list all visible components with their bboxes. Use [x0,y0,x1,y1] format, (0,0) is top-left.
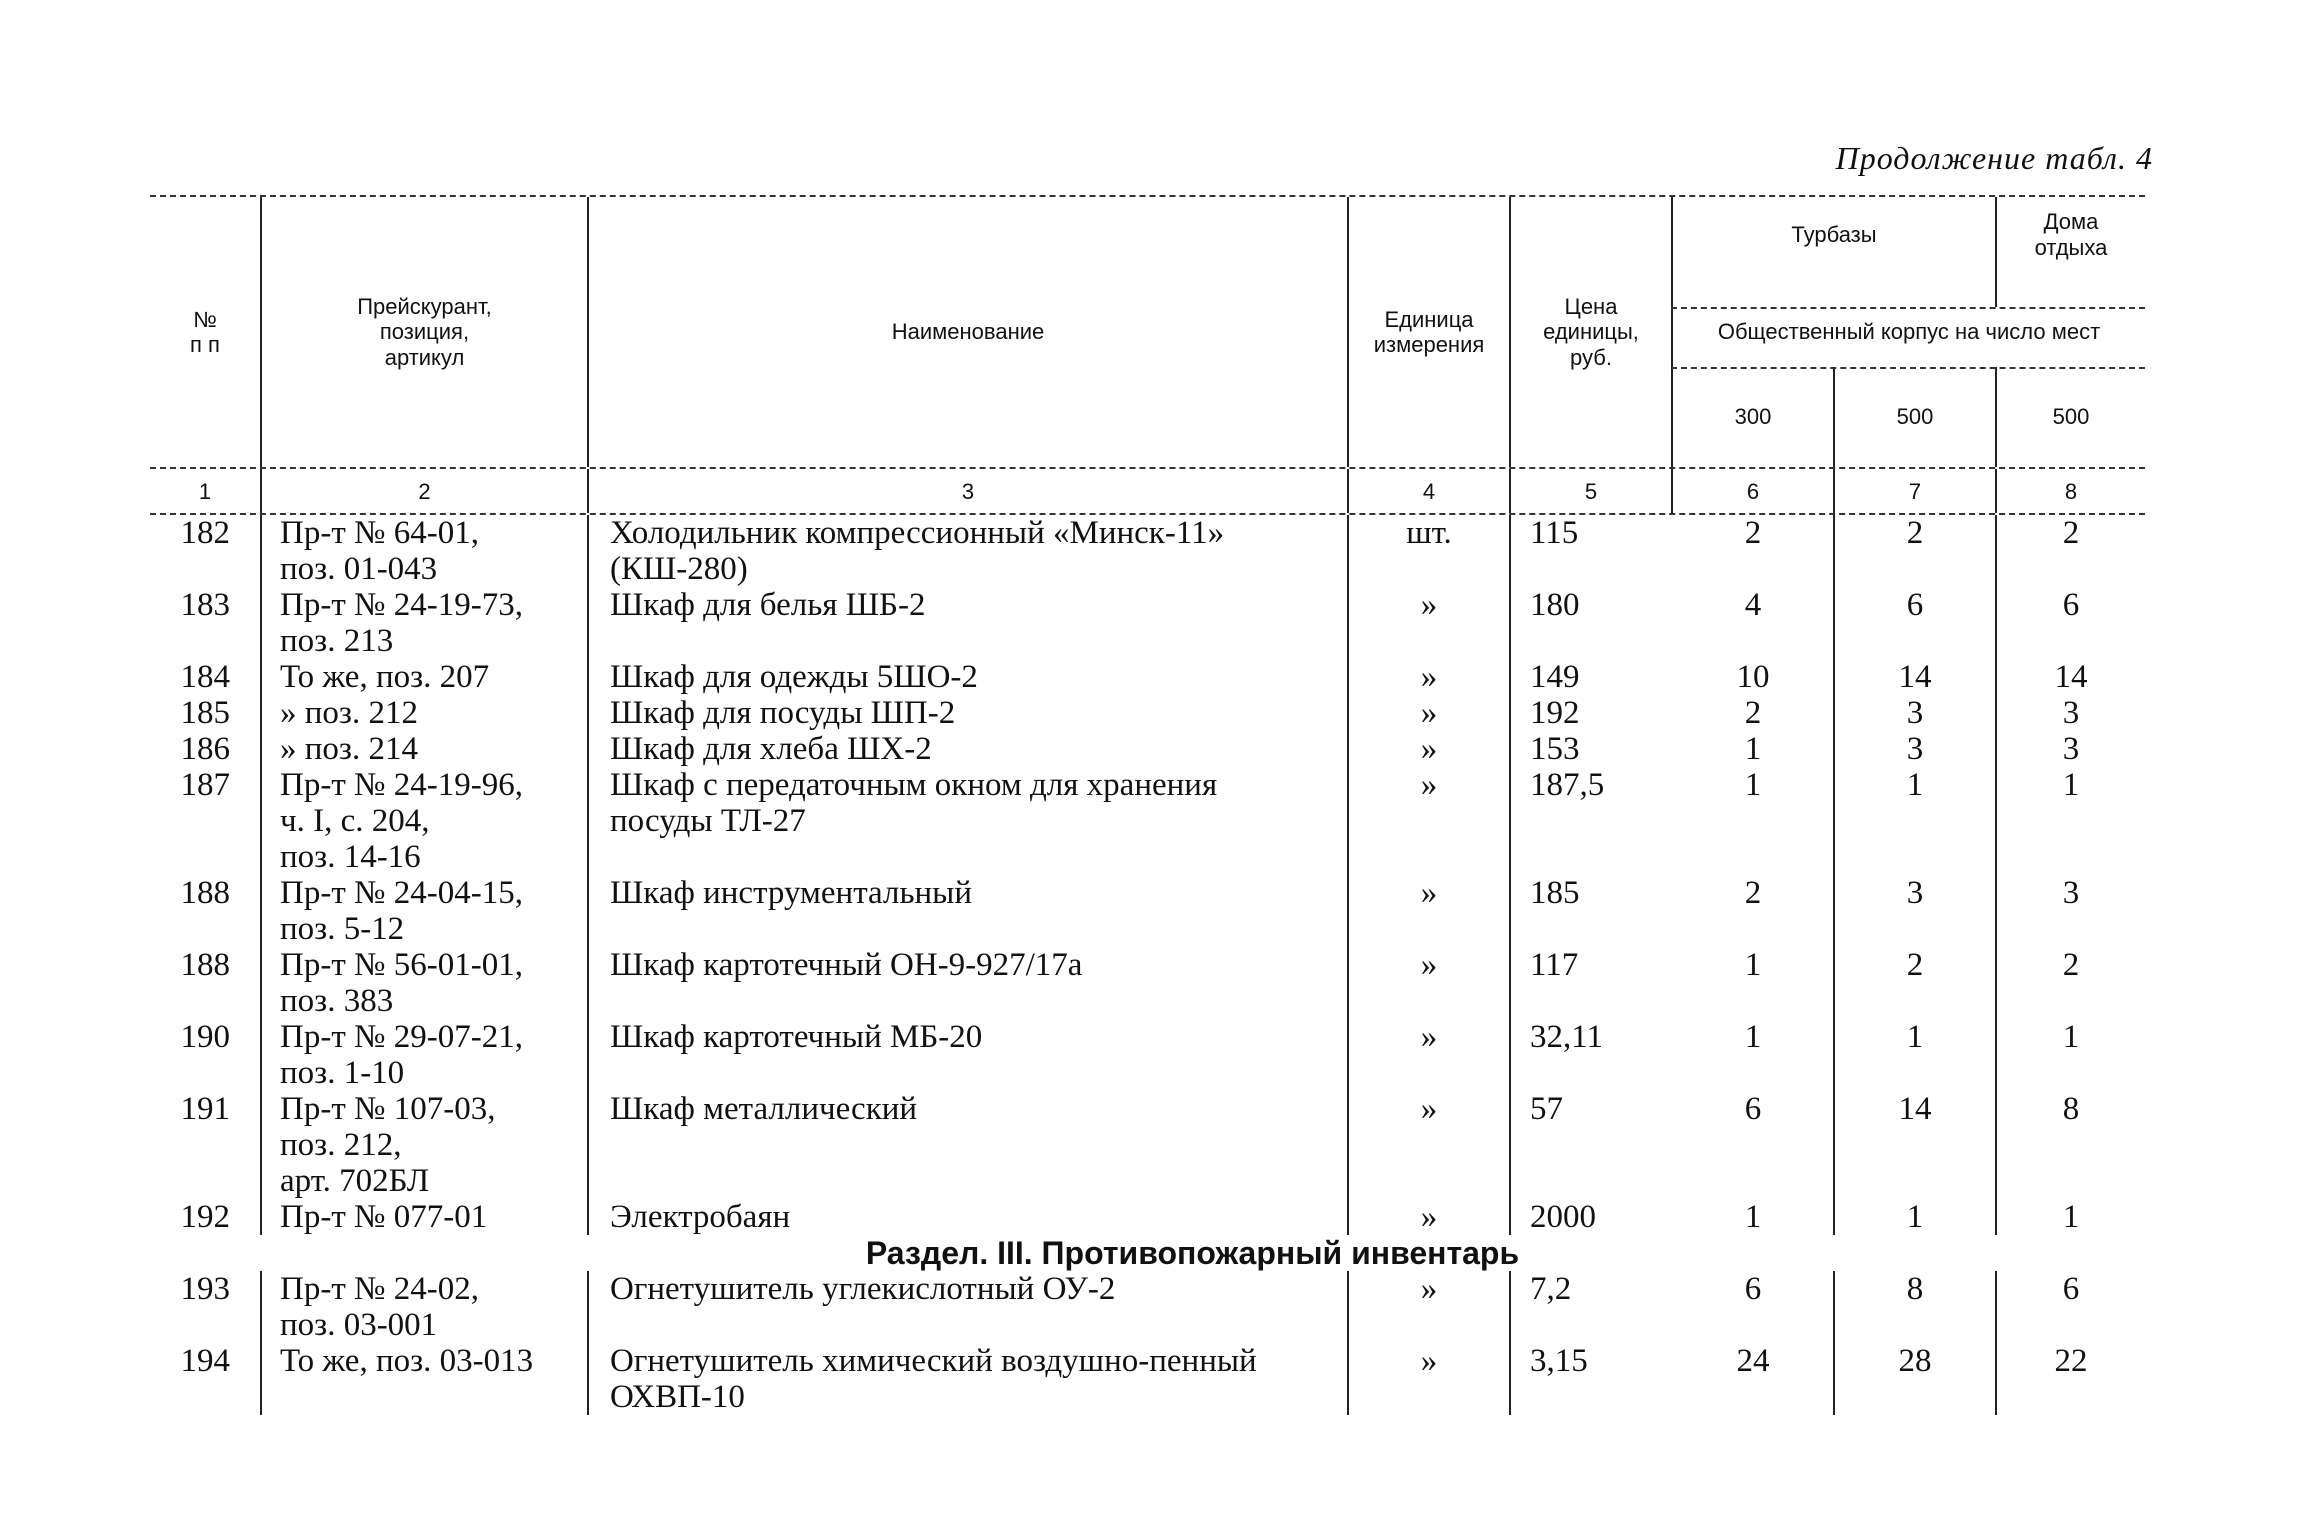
numrow-divider [1671,469,1673,513]
column-divider [260,1271,262,1343]
row-item-name: Шкаф инструментальный [610,875,972,911]
column-divider [260,1199,262,1235]
table-row [150,1199,2145,1235]
header-divider [1833,367,1835,467]
column-divider [1509,1199,1511,1235]
row-number: 188 [180,947,230,983]
column-divider [1347,947,1349,1019]
table-row [150,947,2145,1019]
column-divider [1347,515,1349,587]
row-item-name: Шкаф картотечный ОН-9-927/17а [610,947,1083,983]
row-qty-dom-otdykha-500: 6 [2062,1271,2080,1307]
column-divider [1347,767,1349,875]
column-divider [1833,587,1835,659]
row-qty-turbaza-300: 6 [1744,1271,1762,1307]
row-qty-turbaza-500: 14 [1898,659,1932,695]
table-row [150,767,2145,875]
column-divider [260,767,262,875]
column-divider [260,1091,262,1199]
header-unit: Единица измерения [1373,306,1485,357]
row-item-name: Шкаф для посуды ШП-2 [610,695,956,731]
row-qty-turbaza-500: 1 [1906,1199,1924,1235]
column-number: 6 [1746,479,1760,504]
row-number: 190 [180,1019,230,1055]
column-divider [587,947,589,1019]
column-number-row [150,469,2145,515]
column-divider [1347,1019,1349,1091]
row-price: 192 [1530,695,1580,731]
column-divider [587,515,589,587]
row-item-name: Шкаф с передаточным окном для хранения посуды ТЛ-27 [610,767,1218,839]
numrow-divider [1347,469,1349,513]
row-item-name: Огнетушитель химический воздушно-пенный ОХВП-10 [610,1343,1257,1415]
column-divider [1509,659,1511,695]
row-qty-dom-otdykha-500: 22 [2054,1343,2088,1379]
column-divider [260,587,262,659]
row-pricelist-ref: Пр-т № 24-19-73, поз. 213 [280,587,523,659]
row-qty-dom-otdykha-500: 2 [2062,947,2080,983]
column-divider [1995,1271,1997,1343]
column-divider [1995,659,1997,695]
row-item-name: Огнетушитель углекислотный ОУ-2 [610,1271,1116,1307]
row-unit: » [1420,767,1438,803]
column-divider [587,767,589,875]
column-divider [587,695,589,731]
row-price: 57 [1530,1091,1563,1127]
row-qty-turbaza-300: 2 [1744,515,1762,551]
section-heading: Раздел. III. Противопожарный инвентарь [865,1235,1520,1271]
header-capacity-300: 300 [1734,404,1772,430]
column-divider [1995,1343,1997,1415]
row-qty-turbaza-300: 1 [1744,731,1762,767]
row-pricelist-ref: Пр-т № 24-19-96, ч. I, с. 204, поз. 14-16 [280,767,523,875]
column-divider [1509,767,1511,875]
row-pricelist-ref: Пр-т № 64-01, поз. 01-043 [280,515,479,587]
column-divider [1833,1271,1835,1343]
row-price: 115 [1530,515,1579,551]
row-unit: » [1420,1019,1438,1055]
column-divider [587,875,589,947]
row-number: 192 [180,1199,230,1235]
header-divider [587,197,589,467]
table-row [150,587,2145,659]
row-qty-turbaza-500: 1 [1906,1019,1924,1055]
column-divider [587,1091,589,1199]
row-pricelist-ref: Пр-т № 24-04-15, поз. 5-12 [280,875,523,947]
row-qty-turbaza-300: 24 [1736,1343,1770,1379]
column-divider [1509,695,1511,731]
table-row [150,1019,2145,1091]
column-divider [587,1199,589,1235]
row-qty-dom-otdykha-500: 1 [2062,1199,2080,1235]
table-body [150,515,2145,1235]
header-turbazy: Турбазы [1791,221,1877,247]
header-divider [1671,197,1673,467]
column-divider [1833,515,1835,587]
row-qty-turbaza-500: 2 [1906,947,1924,983]
table-row [150,875,2145,947]
column-divider [1833,731,1835,767]
row-unit: » [1420,1199,1438,1235]
column-divider [587,1343,589,1415]
row-pricelist-ref: То же, поз. 03-013 [280,1343,534,1379]
row-qty-turbaza-300: 2 [1744,695,1762,731]
column-divider [587,1019,589,1091]
row-item-name: Шкаф для белья ШБ-2 [610,587,926,623]
column-divider [1347,731,1349,767]
row-unit: » [1420,659,1438,695]
column-divider [1833,1091,1835,1199]
column-divider [260,515,262,587]
column-divider [1509,947,1511,1019]
header-number: № п п [190,306,220,357]
row-price: 117 [1530,947,1579,983]
row-unit: » [1420,1343,1438,1379]
row-pricelist-ref: » поз. 212 [280,695,418,731]
column-divider [260,1019,262,1091]
row-unit: » [1420,1271,1438,1307]
row-item-name: Шкаф металлический [610,1091,918,1127]
column-divider [1509,1091,1511,1199]
table-row [150,1271,2145,1343]
numrow-divider [1833,469,1835,513]
column-divider [1347,1091,1349,1199]
column-divider [1995,515,1997,587]
row-price: 7,2 [1530,1271,1572,1307]
row-price: 180 [1530,587,1580,623]
column-number: 1 [198,479,212,504]
row-item-name: Шкаф для одежды 5ШО-2 [610,659,978,695]
row-price: 185 [1530,875,1580,911]
header-divider [260,197,262,467]
column-number: 4 [1422,479,1436,504]
row-qty-dom-otdykha-500: 3 [2062,731,2080,767]
row-unit: шт. [1406,515,1452,551]
row-pricelist-ref: Пр-т № 107-03, поз. 212, арт. 702БЛ [280,1091,496,1199]
column-divider [1509,1343,1511,1415]
header-capacity-500-b: 500 [2052,404,2090,430]
price-table [150,195,2145,1415]
row-unit: » [1420,1091,1438,1127]
column-divider [1995,731,1997,767]
table-row [150,731,2145,767]
row-unit: » [1420,947,1438,983]
column-divider [1833,875,1835,947]
header-obshch-korpus: Общественный корпус на число мест [1717,319,2101,345]
row-qty-turbaza-300: 1 [1744,1199,1762,1235]
header-divider [1995,367,1997,467]
column-divider [1995,947,1997,1019]
row-qty-dom-otdykha-500: 3 [2062,695,2080,731]
row-item-name: Шкаф для хлеба ШХ-2 [610,731,932,767]
column-divider [587,1271,589,1343]
row-number: 193 [180,1271,230,1307]
row-number: 186 [180,731,230,767]
column-number: 7 [1908,479,1922,504]
column-divider [1347,695,1349,731]
row-qty-turbaza-500: 6 [1906,587,1924,623]
column-divider [1995,695,1997,731]
column-divider [1833,659,1835,695]
row-qty-turbaza-300: 1 [1744,947,1762,983]
table-body-section-3 [150,1271,2145,1415]
row-qty-dom-otdykha-500: 2 [2062,515,2080,551]
column-divider [1833,1199,1835,1235]
column-number: 5 [1584,479,1598,504]
table-header [150,195,2145,469]
row-price: 149 [1530,659,1580,695]
header-rule [1671,367,2145,369]
column-divider [260,1343,262,1415]
row-qty-turbaza-300: 4 [1744,587,1762,623]
row-qty-turbaza-500: 2 [1906,515,1924,551]
row-number: 187 [180,767,230,803]
row-qty-turbaza-300: 1 [1744,767,1762,803]
row-pricelist-ref: То же, поз. 207 [280,659,490,695]
row-qty-turbaza-500: 1 [1906,767,1924,803]
row-qty-dom-otdykha-500: 8 [2062,1091,2080,1127]
header-rule [1671,307,2145,309]
column-divider [1995,1019,1997,1091]
column-divider [1347,1199,1349,1235]
numrow-divider [260,469,262,513]
column-divider [1833,1019,1835,1091]
header-doma-otdykha: Дома отдыха [2034,209,2108,260]
row-qty-turbaza-500: 8 [1906,1271,1924,1307]
column-divider [260,659,262,695]
column-divider [1995,875,1997,947]
header-divider [1347,197,1349,467]
row-price: 153 [1530,731,1580,767]
column-divider [1995,587,1997,659]
header-divider [1995,197,1997,307]
row-item-name: Холодильник компрессионный «Минск-11» (КШ-280) [610,515,1225,587]
row-item-name: Электробаян [610,1199,791,1235]
row-qty-dom-otdykha-500: 1 [2062,767,2080,803]
table-caption: Продолжение табл. 4 [1835,140,2153,176]
table-row [150,1091,2145,1199]
column-divider [1347,875,1349,947]
table-row [150,1343,2145,1415]
row-qty-turbaza-300: 10 [1736,659,1770,695]
row-price: 187,5 [1530,767,1605,803]
row-price: 32,11 [1530,1019,1604,1055]
column-divider [1995,1091,1997,1199]
row-number: 188 [180,875,230,911]
row-number: 184 [180,659,230,695]
column-divider [1833,767,1835,875]
row-pricelist-ref: Пр-т № 29-07-21, поз. 1-10 [280,1019,523,1091]
row-qty-turbaza-500: 3 [1906,875,1924,911]
column-divider [1833,695,1835,731]
row-item-name: Шкаф картотечный МБ-20 [610,1019,983,1055]
row-qty-turbaza-300: 1 [1744,1019,1762,1055]
row-qty-dom-otdykha-500: 1 [2062,1019,2080,1055]
row-qty-dom-otdykha-500: 6 [2062,587,2080,623]
table-row [150,659,2145,695]
row-pricelist-ref: » поз. 214 [280,731,418,767]
row-qty-turbaza-500: 28 [1898,1343,1932,1379]
row-qty-turbaza-500: 14 [1898,1091,1932,1127]
row-price: 3,15 [1530,1343,1588,1379]
row-pricelist-ref: Пр-т № 56-01-01, поз. 383 [280,947,523,1019]
column-divider [1995,767,1997,875]
column-divider [587,587,589,659]
row-pricelist-ref: Пр-т № 077-01 [280,1199,488,1235]
column-number: 3 [961,479,975,504]
column-divider [260,947,262,1019]
row-number: 185 [180,695,230,731]
header-name: Наименование [891,319,1045,345]
row-number: 194 [180,1343,230,1379]
column-divider [587,659,589,695]
column-divider [1509,875,1511,947]
column-divider [1347,659,1349,695]
column-number: 2 [418,479,431,504]
row-qty-dom-otdykha-500: 14 [2054,659,2088,695]
column-divider [1347,1271,1349,1343]
row-unit: » [1420,587,1438,623]
row-unit: » [1420,695,1438,731]
row-qty-turbaza-300: 2 [1744,875,1762,911]
row-qty-turbaza-300: 6 [1744,1091,1762,1127]
column-divider [1995,1199,1997,1235]
row-qty-turbaza-500: 3 [1906,695,1924,731]
numrow-divider [1995,469,1997,513]
numrow-divider [1509,469,1511,513]
header-divider [1509,197,1511,467]
column-number: 8 [2064,479,2078,504]
column-divider [1347,1343,1349,1415]
row-number: 183 [180,587,230,623]
column-divider [260,875,262,947]
column-divider [1509,587,1511,659]
column-divider [1509,731,1511,767]
row-pricelist-ref: Пр-т № 24-02, поз. 03-001 [280,1271,479,1343]
header-price: Цена единицы, руб. [1543,294,1639,370]
column-divider [1509,1019,1511,1091]
column-divider [587,731,589,767]
table-row [150,695,2145,731]
column-divider [260,695,262,731]
table-row [150,515,2145,587]
column-divider [1833,1343,1835,1415]
row-qty-dom-otdykha-500: 3 [2062,875,2080,911]
numrow-divider [587,469,589,513]
row-number: 182 [180,515,230,551]
row-qty-turbaza-500: 3 [1906,731,1924,767]
row-price: 2000 [1530,1199,1596,1235]
column-divider [1833,947,1835,1019]
column-divider [1509,1271,1511,1343]
header-capacity-500-a: 500 [1896,404,1934,430]
column-divider [1509,515,1511,587]
column-divider [1347,587,1349,659]
header-pricelist: Прейскурант, позиция, артикул [357,294,492,370]
row-number: 191 [180,1091,230,1127]
column-divider [260,731,262,767]
row-unit: » [1420,875,1438,911]
row-unit: » [1420,731,1438,767]
